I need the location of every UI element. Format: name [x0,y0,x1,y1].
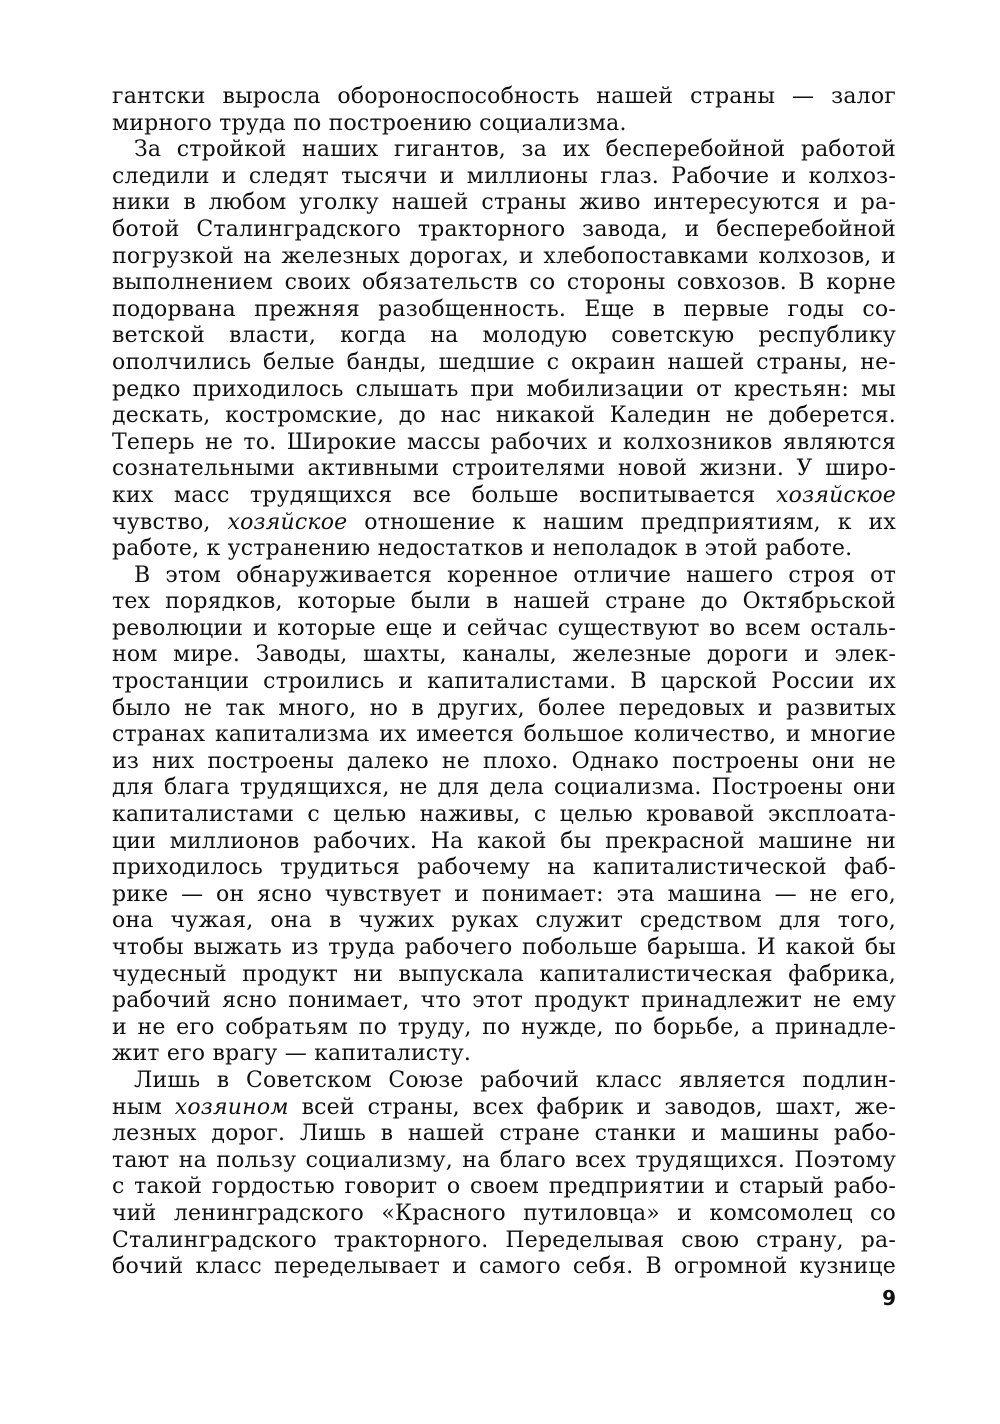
text-line: революции и которые еще и сейчас существуют во всем осталь- [112,615,896,641]
text-line: ники в любом уголку нашей страны живо интересуются и ра- [112,190,896,216]
text-line: выполнением своих обязательств со стороны совхозов. В корне [112,270,896,296]
text-line: ких масс трудящихся все больше воспитывается хозяйское [112,482,896,508]
text-line: следили и следят тысячи и миллионы глаз. Рабочие и колхоз- [112,163,896,189]
text-line: для блага трудящихся, не для дела социализма. Построены они [112,775,896,801]
text-line: мирного труда по построению социализма. [112,110,627,136]
text-line: жит его врагу — капиталисту. [112,1041,472,1067]
text-line: работе, к устранению недостатков и неполадок в этой работе. [112,536,853,562]
text-line: рике — он ясно чувствует и понимает: эта машина — не его, [112,881,896,907]
text-line: лезных дорог. Лишь в нашей стране станки и машины рабо- [112,1121,896,1147]
text-line: рабочий ясно понимает, что этот продукт принадлежит не ему [112,988,896,1014]
text-line: редко приходилось слышать при мобилизации от крестьян: мы [112,376,896,402]
text-line: Лишь в Советском Союзе рабочий класс является подлин- [134,1067,896,1093]
text-line: гантски выросла обороноспособность нашей страны — залог [112,84,896,109]
page-text [112,84,896,1281]
text-line: подорвана прежняя разобщенность. Еще в первые годы со- [112,296,896,322]
paragraph [112,563,896,1068]
text-line: Сталинградского тракторного. Переделывая свою страну, ра- [112,1227,896,1253]
text-line: погрузкой на железных дорогах, и хлебопоставками колхозов, и [112,243,896,269]
text-line: сознательными активными строителями новой жизни. У широ- [112,456,896,482]
text-line: тают на пользу социализму, на благо всех трудящихся. Поэтому [112,1147,896,1173]
text-line: дескать, костромские, до нас никакой Каледин не доберется. [112,403,896,429]
text-line: ции миллионов рабочих. На какой бы прекрасной машине ни [112,828,896,854]
text-line: ополчились белые банды, шедшие с окраин нашей страны, не- [112,349,896,375]
paragraph [112,1068,896,1281]
text-line: из них построены далеко не плохо. Однако построены они не [112,748,896,774]
text-line: В этом обнаруживается коренное отличие нашего строя от [134,562,896,588]
text-line: с такой гордостью говорит о своем предприятии и старый рабо- [112,1174,896,1200]
page-number: 9 [882,1286,896,1310]
text-line: За стройкой наших гигантов, за их бесперебойной работой [134,137,896,163]
text-line: странах капитализма их имеется большое количество, и многие [112,722,896,748]
text-line: было не так много, но в других, более передовых и развитых [112,695,896,721]
text-line: приходилось трудиться рабочему на капиталистической фаб- [112,855,896,881]
text-line: чудесный продукт ни выпускала капиталистическая фабрика, [112,961,896,987]
text-line: ботой Сталинградского тракторного завода, и бесперебойной [112,216,896,242]
text-line: тростанции строились и капиталистами. В царской России их [112,669,896,695]
paragraph [112,137,896,563]
text-line: и не его собратьям по труду, по нужде, по борьбе, а принадле- [112,1014,896,1040]
paragraph [112,84,896,137]
text-line: ном мире. Заводы, шахты, каналы, железные дороги и элек- [112,642,896,668]
text-line: бочий класс переделывает и самого себя. В огромной кузнице [112,1254,896,1280]
text-line: ным хозяином всей страны, всех фабрик и заводов, шахт, же- [112,1094,896,1120]
text-line: Теперь не то. Широкие массы рабочих и колхозников являются [112,429,896,455]
text-line: она чужая, она в чужих руках служит средством для того, [112,908,896,934]
text-line: капиталистами с целью наживы, с целью кровавой эксплоата- [112,802,896,828]
text-line: чувство, хозяйское отношение к нашим предприятиям, к их [112,509,896,535]
text-line: ветской власти, когда на молодую советскую республику [112,323,896,349]
text-line: чий ленинградского «Красного путиловца» и комсомолец со [112,1200,896,1226]
text-line: чтобы выжать из труда рабочего побольше барыша. И какой бы [112,935,896,960]
text-line: тех порядков, которые были в нашей стране до Октябрьской [112,589,896,615]
